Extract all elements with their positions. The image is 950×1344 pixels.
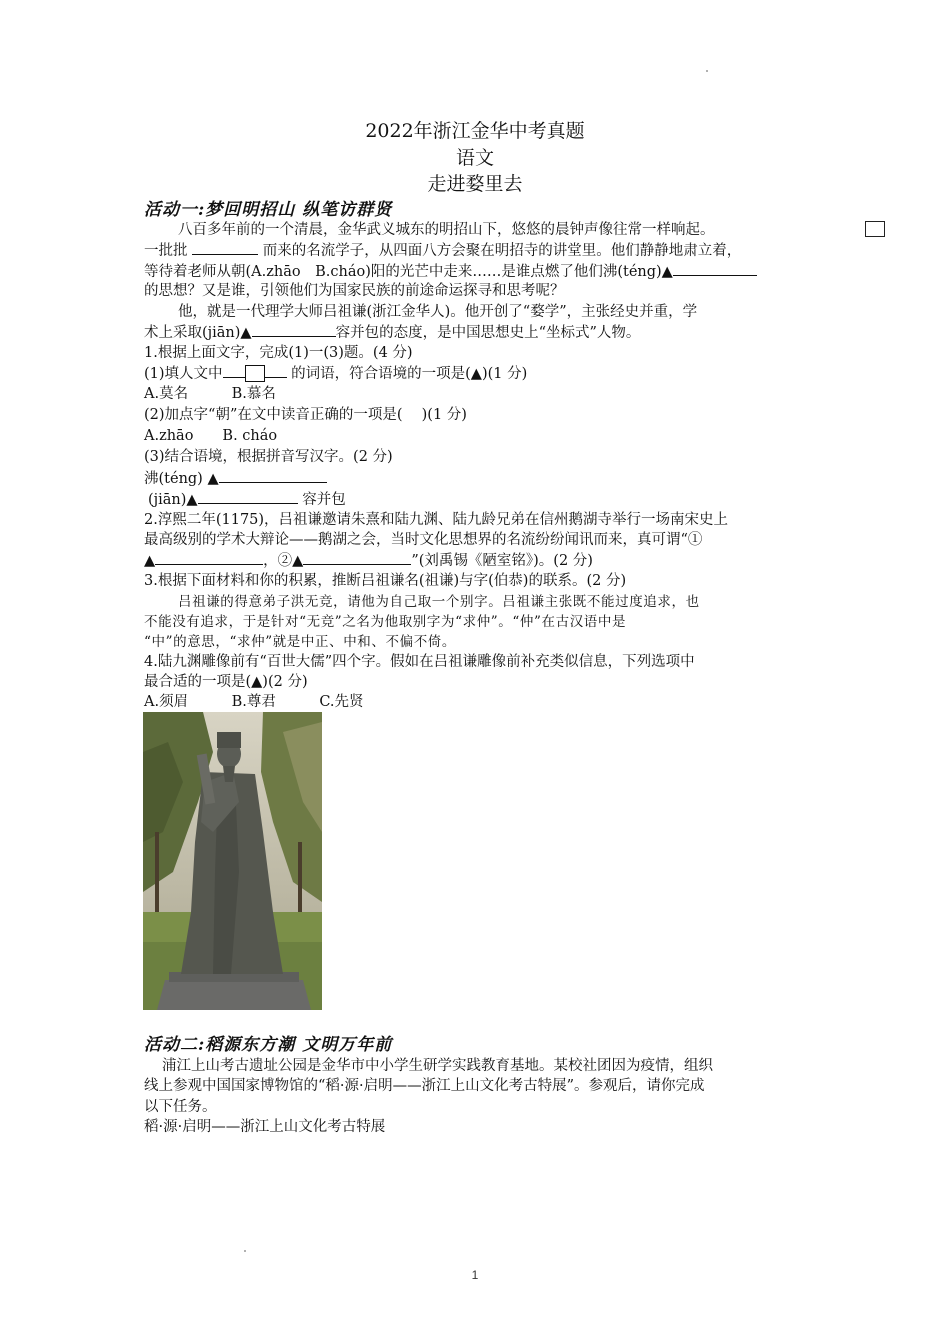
options: A.须眉 B.尊君 C.先贤 [144, 694, 364, 710]
question-1-3: (3)结合语境，根据拼音写汉字。(2 分) [144, 449, 393, 465]
answer-blank[interactable] [303, 550, 411, 565]
statue-photo [143, 712, 322, 1010]
question-3: 3.根据下面材料和你的积累，推断吕祖谦名(祖谦)与字(伯恭)的联系。(2 分) [144, 573, 627, 589]
passage-line: 术上采取(jiān)▲ 容并包的态度，是中国思想史上“坐标式”人物。 [144, 322, 640, 343]
answer-blank[interactable] [219, 468, 327, 483]
activity1-heading: 活动一:梦回明招山 纵笔访群贤 [144, 200, 393, 220]
passage-line: 浦江上山考古遗址公园是金华市中小学生研学实践教育基地。某校社团因为疫情，组织 [162, 1058, 713, 1074]
passage-line: 一批批 而来的名流学子，从四面八方会聚在明招寺的讲堂里。他们静静地肃立着， [144, 240, 741, 261]
pinyin-item: (jiān)▲ 容并包 [148, 489, 346, 510]
passage-line: 的思想？又是谁，引领他们为国家民族的前途命运探寻和思考呢？ [144, 283, 565, 299]
passage-line: 以下任务。 [144, 1099, 217, 1115]
question-2: ▲ ，②▲ ”(刘禹锡《陋室铭》)。(2 分) [144, 550, 593, 571]
answer-blank[interactable] [673, 261, 757, 276]
pinyin-item: 沸(téng) ▲ [144, 468, 327, 489]
activity2-heading: 活动二:稻源东方潮 文明万年前 [144, 1035, 393, 1055]
box-marker [245, 365, 265, 382]
page-mark [706, 70, 708, 72]
question-4: 最合适的一项是(▲)(2 分) [144, 674, 308, 690]
passage-line: 八百多年前的一个清晨，金华武义城东的明招山下，悠悠的晨钟声像往常一样响起。 [178, 222, 715, 238]
question-1: 1.根据上面文字，完成(1)一(3)题。(4 分) [144, 345, 413, 361]
exhibition-title: 稻·源·启明——浙江上山文化考古特展 [144, 1119, 386, 1135]
question-2: 2.淳熙二年(1175)，吕祖谦邀请朱熹和陆九渊、陆九龄兄弟在信州鹅湖寺举行一场南宋史上 [144, 512, 729, 528]
answer-blank[interactable] [252, 322, 336, 337]
page-number: 1 [471, 1268, 479, 1282]
material-text: “中”的意思，“求仲”就是中正、中和、不偏不倚。 [144, 634, 457, 650]
answer-checkbox[interactable] [865, 221, 885, 237]
answer-blank[interactable] [198, 489, 298, 504]
material-text: 不能没有追求，于是针对“无竞”之名为他取别字为“求仲”。“仲”在古汉语中是 [144, 614, 627, 630]
question-1-1: (1)填人文中 的词语，符合语境的一项是(▲)(1 分) [144, 363, 527, 384]
options: A.莫名 B.慕名 [144, 386, 276, 402]
answer-blank[interactable] [155, 550, 263, 565]
exam-title: 2022年浙江金华中考真题 [365, 120, 585, 142]
question-1-2: (2)加点字“朝”在文中读音正确的一项是( )(1 分) [144, 407, 467, 423]
page-mark [244, 1250, 246, 1252]
theme-title: 走进婺里去 [427, 173, 523, 195]
question-4: 4.陆九渊雕像前有“百世大儒”四个字。假如在吕祖谦雕像前补充类似信息，下列选项中 [144, 654, 695, 670]
passage-line: 他，就是一代理学大师吕祖谦(浙江金华人)。他开创了“婺学”，主张经史并重，学 [178, 304, 698, 320]
passage-line: 等待着老师从朝(A.zhāo B.cháo)阳的光芒中走来……是谁点燃了他们沸(téng)▲ [144, 261, 757, 282]
question-2: 最高级别的学术大辩论——鹅湖之会，当时文化思想界的名流纷纷闻讯而来，真可谓“① [144, 532, 703, 548]
answer-blank[interactable] [192, 240, 258, 255]
material-text: 吕祖谦的得意弟子洪无竞，请他为自己取一个别字。吕祖谦主张既不能过度追求，也 [178, 594, 700, 610]
options: A.zhāo B. cháo [144, 428, 278, 444]
passage-line: 线上参观中国国家博物馆的“稻·源·启明——浙江上山文化考古特展”。参观后，请你完成 [144, 1078, 705, 1094]
subject-title: 语文 [455, 147, 494, 169]
